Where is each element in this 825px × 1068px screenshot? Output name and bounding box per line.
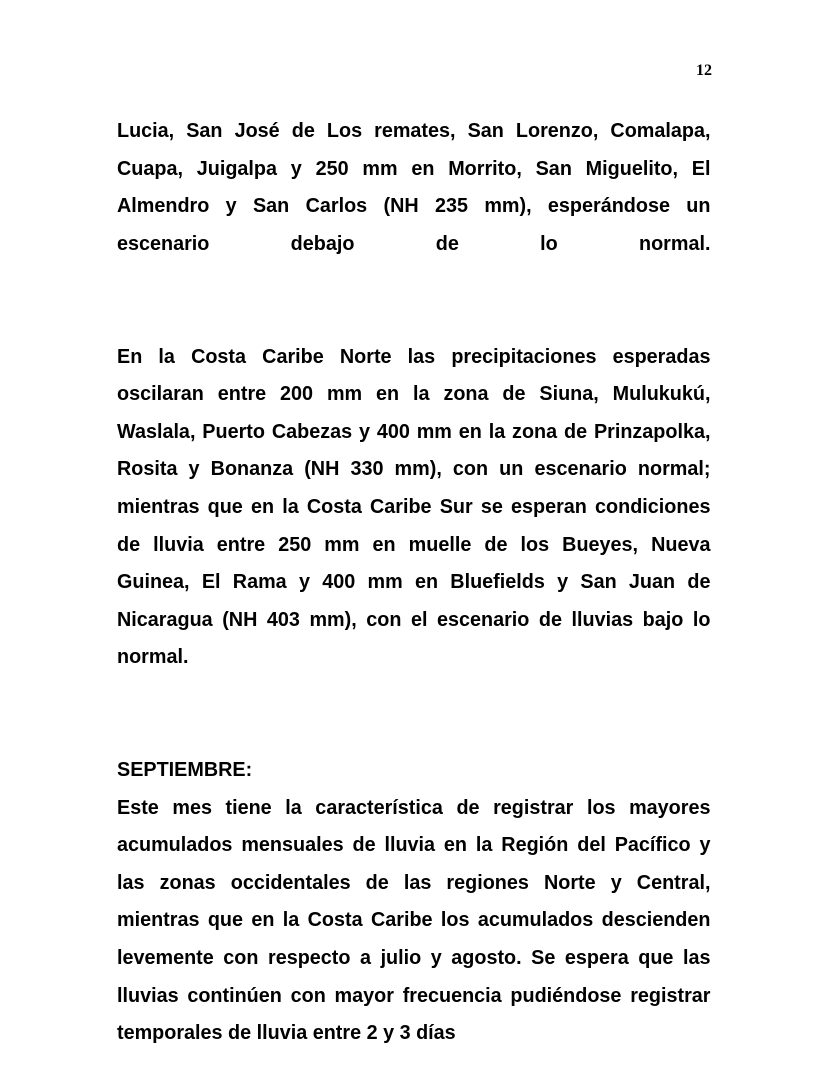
body-paragraph-2: En la Costa Caribe Norte las precipitaciones esperadas oscilaran entre 200 mm en la zona de Siuna, Mulukukú, Waslala, Puerto Cabezas y 400 mm en la zona de Prinzapolka, Rosita y Bonanza (NH 330 mm), con un escenario normal; mientras que en la Costa Caribe Sur se esperan condiciones de lluvia entre 250 mm en muelle de los Bueyes, Nueva Guinea, El Rama y 400 mm en Bluefields y San Juan de Nicaragua (NH 403 mm), con el escenario de lluvias bajo lo normal. xyxy=(117,344,711,669)
body-paragraph-3: Este mes tiene la característica de registrar los mayores acumulados mensuales de lluvia en la Región del Pacífico y las zonas occidentales de las regiones Norte y Central, mientras que en la Costa Caribe los acumulados descienden levemente con respecto a julio y agosto. Se espera que las lluvias continúen con mayor frecuencia pudiéndose registrar temporales de lluvia entre 2 y 3 días xyxy=(117,795,711,1045)
page-content xyxy=(117,112,711,1052)
page-number: 12 xyxy=(696,62,712,79)
section-heading-septiembre: SEPTIEMBRE: xyxy=(117,758,253,782)
body-paragraph-1: Lucia, San José de Los remates, San Lorenzo, Comalapa, Cuapa, Juigalpa y 250 mm en Morrito, San Miguelito, El Almendro y San Carlos (NH 235 mm), esperándose un escenario debajo de lo normal. xyxy=(117,119,711,255)
